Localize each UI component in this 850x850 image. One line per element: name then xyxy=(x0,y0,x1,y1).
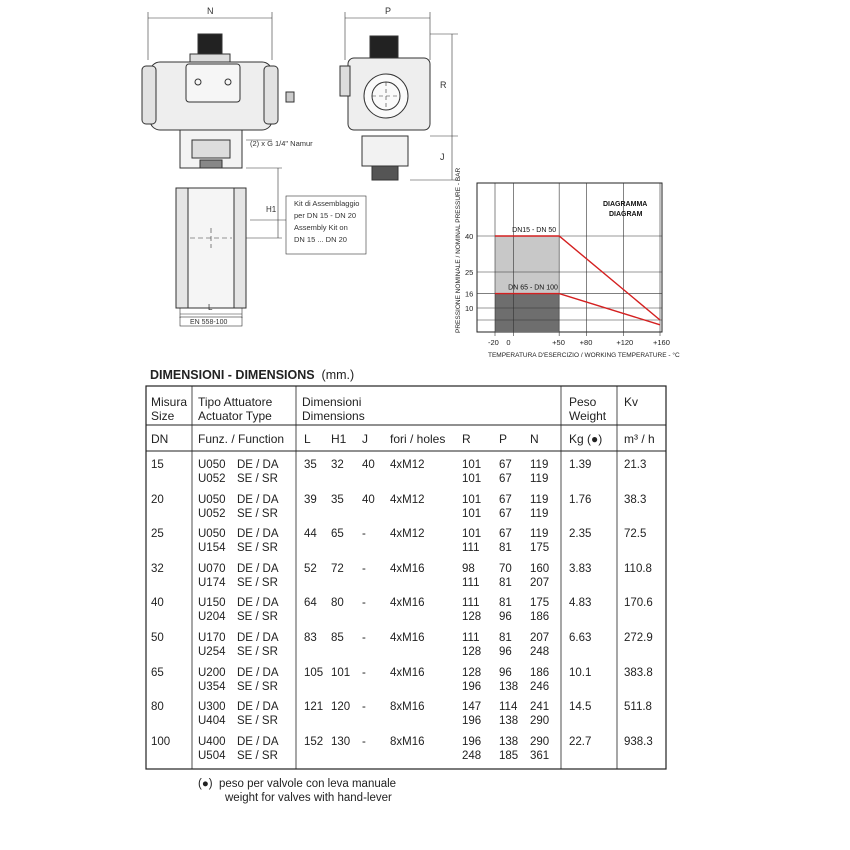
header-misura: Misura Size xyxy=(151,395,188,423)
cell-n2: 119 xyxy=(530,473,549,485)
footnote xyxy=(198,777,396,805)
cell-l: 52 xyxy=(304,562,317,575)
cell-dn: 15 xyxy=(151,459,164,471)
cell-r2: 248 xyxy=(462,749,482,762)
cell-h1: 120 xyxy=(331,701,351,714)
cell-f1: DE / DA xyxy=(237,632,279,644)
cell-f2: SE / SR xyxy=(237,646,278,658)
cell-kv: 110.8 xyxy=(624,562,652,575)
cell-n1: 290 xyxy=(530,735,550,748)
cell-n2: 246 xyxy=(530,680,550,693)
cell-l: 44 xyxy=(304,528,317,541)
cell-a1: U400 xyxy=(198,735,226,748)
cell-j: - xyxy=(362,735,366,748)
cell-j: - xyxy=(362,562,366,575)
cell-r2: 128 xyxy=(462,611,482,624)
x-tick-label: -20 xyxy=(488,338,499,347)
cell-p1: 81 xyxy=(499,632,512,644)
cell-fori: 4xM12 xyxy=(390,459,425,471)
cell-a2: U154 xyxy=(198,542,226,555)
cell-fori: 4xM16 xyxy=(390,597,425,610)
cell-p2: 81 xyxy=(499,576,512,589)
cell-f2: SE / SR xyxy=(237,576,278,589)
y-tick-label: 16 xyxy=(465,289,474,299)
cell-h1: 85 xyxy=(331,632,344,644)
cell-j: 40 xyxy=(362,493,375,506)
cell-j: - xyxy=(362,597,366,610)
cell-n2: 207 xyxy=(530,576,550,589)
cell-f1: DE / DA xyxy=(237,562,279,575)
header-kg: Kg (●) xyxy=(569,432,603,446)
x-axis-label: TEMPERATURA D'ESERCIZIO / WORKING TEMPERATURE - °C xyxy=(488,352,680,359)
cell-r1: 111 xyxy=(462,632,480,644)
x-tick-label: 0 xyxy=(506,338,511,347)
cell-h1: 72 xyxy=(331,562,344,575)
cell-n2: 361 xyxy=(530,749,550,762)
cell-r2: 196 xyxy=(462,680,482,693)
cell-r1: 147 xyxy=(462,701,482,714)
cell-a1: U050 xyxy=(198,459,226,471)
cell-fori: 4xM16 xyxy=(390,666,425,679)
cell-h1: 130 xyxy=(331,735,351,748)
cell-kg: 6.63 xyxy=(569,632,592,644)
label-j: J xyxy=(440,152,445,162)
cell-j: - xyxy=(362,666,366,679)
cell-a2: U052 xyxy=(198,473,226,485)
label-r: R xyxy=(440,80,447,90)
header-kv: Kv xyxy=(624,395,639,409)
dimensions-title-unit: (mm.) xyxy=(321,368,355,382)
cell-h1: 35 xyxy=(331,493,344,506)
header-peso: Peso Weight xyxy=(569,395,607,423)
cell-kv: 72.5 xyxy=(624,528,647,541)
cell-j: - xyxy=(362,528,366,541)
cell-dn: 50 xyxy=(151,632,164,644)
cell-fori: 4xM12 xyxy=(390,493,425,506)
cell-dn: 32 xyxy=(151,562,164,575)
cell-a1: U050 xyxy=(198,493,226,506)
footnote-symbol: (●) xyxy=(198,778,213,790)
cell-f2: SE / SR xyxy=(237,507,278,520)
cell-f1: DE / DA xyxy=(237,701,279,714)
x-tick-label: +50 xyxy=(552,338,565,347)
cell-h1: 80 xyxy=(331,597,344,610)
cell-j: 40 xyxy=(362,459,375,471)
cell-dn: 65 xyxy=(151,666,164,679)
cell-r1: 111 xyxy=(462,597,480,610)
label-h1: H1 xyxy=(266,205,277,214)
cell-l: 105 xyxy=(304,666,324,679)
cell-p1: 114 xyxy=(499,701,518,714)
cell-kv: 511.8 xyxy=(624,701,652,714)
cell-n2: 175 xyxy=(530,542,550,555)
header-h1: H1 xyxy=(331,432,347,446)
cell-a2: U404 xyxy=(198,715,226,728)
x-tick-label: +120 xyxy=(616,338,634,347)
cell-kv: 272.9 xyxy=(624,632,653,644)
header-dimensioni: Dimensioni Dimensions xyxy=(302,395,365,423)
cell-j: - xyxy=(362,701,366,714)
cell-dn: 100 xyxy=(151,735,171,748)
diagram-title-line1: DIAGRAMMA xyxy=(603,201,648,208)
x-tick-label: +160 xyxy=(653,338,670,347)
cell-r2: 101 xyxy=(462,507,482,520)
cell-f2: SE / SR xyxy=(237,542,278,555)
cell-a1: U150 xyxy=(198,597,226,610)
cell-p1: 67 xyxy=(499,493,512,506)
callout-kit-line: DN 15 ... DN 20 xyxy=(294,235,347,244)
cell-fori: 4xM16 xyxy=(390,632,425,644)
cell-p1: 138 xyxy=(499,735,519,748)
cell-dn: 80 xyxy=(151,701,164,714)
callout-kit-line: Assembly Kit on xyxy=(294,223,348,232)
cell-fori: 8xM16 xyxy=(390,701,425,714)
cell-p2: 96 xyxy=(499,646,512,658)
cell-l: 64 xyxy=(304,597,317,610)
cell-fori: 4xM12 xyxy=(390,528,425,541)
cell-r2: 111 xyxy=(462,542,480,555)
pressure-temperature-diagram xyxy=(455,168,680,359)
footnote-line2: weight for valves with hand-lever xyxy=(225,792,392,804)
technical-drawings xyxy=(0,0,850,370)
cell-f1: DE / DA xyxy=(237,597,279,610)
y-tick-label: 40 xyxy=(465,232,474,241)
cell-p1: 67 xyxy=(499,528,512,541)
cell-p2: 138 xyxy=(499,715,519,728)
cell-p2: 185 xyxy=(499,749,519,762)
label-p: P xyxy=(385,6,392,16)
header-p: P xyxy=(499,432,508,446)
area-dn65-100 xyxy=(495,294,559,332)
cell-p2: 81 xyxy=(499,542,512,555)
cell-p1: 81 xyxy=(499,597,512,610)
cell-r1: 98 xyxy=(462,562,475,575)
diagram-title-line2: DIAGRAM xyxy=(609,211,643,218)
cell-fori: 8xM16 xyxy=(390,735,425,748)
cell-p2: 96 xyxy=(499,611,512,624)
cell-a1: U200 xyxy=(198,666,226,679)
series-label-dn15-50: DN15 - DN 50 xyxy=(512,227,557,234)
series-label-dn65-100: DN 65 - DN 100 xyxy=(508,284,558,292)
cell-f2: SE / SR xyxy=(237,611,278,624)
callout-kit-line: Kit di Assemblaggio xyxy=(294,199,360,208)
cell-kg: 14.5 xyxy=(569,701,592,714)
cell-f2: SE / SR xyxy=(237,473,278,485)
header-r: R xyxy=(462,432,471,446)
cell-l: 152 xyxy=(304,735,324,748)
x-tick-label: +80 xyxy=(579,338,593,347)
cell-kg: 2.35 xyxy=(569,528,592,541)
cell-p2: 138 xyxy=(499,680,519,693)
dimensions-title-bold: DIMENSIONI - DIMENSIONS xyxy=(150,368,315,382)
cell-r2: 101 xyxy=(462,473,482,485)
cell-n1: 175 xyxy=(530,597,550,610)
cell-f1: DE / DA xyxy=(237,459,279,471)
header-fori: fori / holes xyxy=(390,432,446,446)
y-axis-label: PRESSIONE NOMINALE / NOMINAL PRESSURE - BAR xyxy=(455,167,462,333)
cell-kg: 3.83 xyxy=(569,562,592,575)
cell-l: 121 xyxy=(304,701,324,714)
cell-f2: SE / SR xyxy=(237,680,278,693)
cell-n2: 248 xyxy=(530,646,550,658)
cell-n2: 290 xyxy=(530,715,550,728)
cell-kv: 38.3 xyxy=(624,493,647,506)
cell-a1: U170 xyxy=(198,632,226,644)
cell-r1: 101 xyxy=(462,459,482,471)
label-l: L xyxy=(208,303,213,312)
cell-a2: U504 xyxy=(198,749,226,762)
cell-a1: U300 xyxy=(198,701,226,714)
cell-p1: 67 xyxy=(499,459,512,471)
cell-r2: 111 xyxy=(462,576,480,589)
footnote-line1: peso per valvole con leva manuale xyxy=(219,778,397,790)
cell-r1: 196 xyxy=(462,735,482,748)
cell-a2: U204 xyxy=(198,611,226,624)
cell-h1: 101 xyxy=(331,666,351,679)
cell-h1: 65 xyxy=(331,528,344,541)
cell-kg: 22.7 xyxy=(569,735,592,748)
cell-r2: 128 xyxy=(462,646,482,658)
header-m3h: m³ / h xyxy=(624,432,655,446)
cell-r1: 101 xyxy=(462,528,482,541)
cell-kg: 10.1 xyxy=(569,666,592,679)
cell-r1: 101 xyxy=(462,493,482,506)
cell-kv: 170.6 xyxy=(624,597,653,610)
cell-kg: 1.76 xyxy=(569,493,592,506)
callout-namur: (2) x G 1/4" Namur xyxy=(250,139,313,148)
cell-j: - xyxy=(362,632,366,644)
cell-a2: U354 xyxy=(198,680,226,693)
cell-h1: 32 xyxy=(331,459,344,471)
y-tick-label: 10 xyxy=(465,304,474,313)
cell-n1: 241 xyxy=(530,701,550,714)
header-j: J xyxy=(362,432,368,446)
dimensions-title xyxy=(150,368,354,382)
cell-f1: DE / DA xyxy=(237,528,279,541)
cell-f1: DE / DA xyxy=(237,666,279,679)
cell-kv: 938.3 xyxy=(624,735,653,748)
header-tipo: Tipo Attuatore Actuator Type xyxy=(198,395,273,423)
cell-n1: 186 xyxy=(530,666,550,679)
cell-kv: 383.8 xyxy=(624,666,653,679)
header-dn: DN xyxy=(151,432,169,446)
cell-a2: U174 xyxy=(198,576,226,589)
cell-n1: 119 xyxy=(530,459,549,471)
cell-l: 39 xyxy=(304,493,317,506)
header-n: N xyxy=(530,432,539,446)
cell-p1: 70 xyxy=(499,562,512,575)
cell-n1: 119 xyxy=(530,528,549,541)
cell-kg: 4.83 xyxy=(569,597,592,610)
cell-a1: U070 xyxy=(198,562,226,575)
cell-p2: 67 xyxy=(499,473,512,485)
cell-a2: U254 xyxy=(198,646,226,658)
cell-n1: 119 xyxy=(530,493,549,506)
cell-n2: 119 xyxy=(530,507,549,520)
cell-r1: 128 xyxy=(462,666,482,679)
cell-dn: 40 xyxy=(151,597,164,610)
cell-kv: 21.3 xyxy=(624,459,647,471)
cell-n2: 186 xyxy=(530,611,550,624)
cell-n1: 207 xyxy=(530,632,550,644)
cell-l: 83 xyxy=(304,632,317,644)
label-en: EN 558-100 xyxy=(190,319,228,326)
cell-p1: 96 xyxy=(499,666,512,679)
cell-a1: U050 xyxy=(198,528,226,541)
cell-f1: DE / DA xyxy=(237,493,279,506)
cell-f2: SE / SR xyxy=(237,715,278,728)
dimensions-table xyxy=(145,385,667,770)
cell-kg: 1.39 xyxy=(569,459,592,471)
header-l: L xyxy=(304,432,311,446)
cell-dn: 20 xyxy=(151,493,164,506)
cell-dn: 25 xyxy=(151,528,164,541)
y-tick-label: 25 xyxy=(465,268,474,277)
header-funz: Funz. / Function xyxy=(198,432,285,446)
cell-r2: 196 xyxy=(462,715,482,728)
callout-kit-line: per DN 15 - DN 20 xyxy=(294,211,357,220)
cell-p2: 67 xyxy=(499,507,512,520)
label-n: N xyxy=(207,6,214,16)
cell-f1: DE / DA xyxy=(237,735,279,748)
cell-a2: U052 xyxy=(198,507,226,520)
cell-f2: SE / SR xyxy=(237,749,278,762)
cell-n1: 160 xyxy=(530,562,550,575)
cell-l: 35 xyxy=(304,459,317,471)
cell-fori: 4xM16 xyxy=(390,562,425,575)
